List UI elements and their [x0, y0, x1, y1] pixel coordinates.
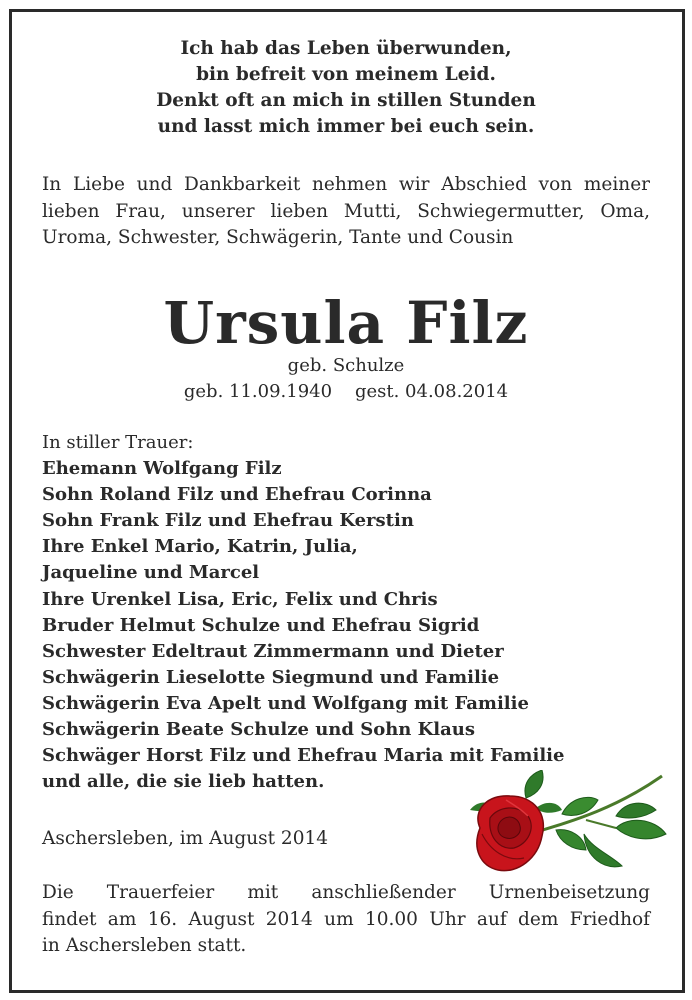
mourner-line: Ihre Enkel Mario, Katrin, Julia,: [42, 536, 358, 558]
intro-line: In Liebe und Dankbarkeit nehmen wir Abschied von meiner: [42, 174, 650, 195]
mourner-line: Bruder Helmut Schulze und Ehefrau Sigrid: [42, 614, 480, 636]
mourners-list: [42, 430, 642, 795]
place-date: Aschersleben, im August 2014: [42, 828, 329, 849]
mourner-line: Sohn Frank Filz und Ehefrau Kerstin: [42, 510, 414, 532]
funeral-line: Die Trauerfeier mit anschließender Urnenbeisetzung: [42, 882, 650, 903]
poem-line: Denkt oft an mich in stillen Stunden: [156, 90, 536, 111]
mourner-line: Schwägerin Lieselotte Siegmund und Familie: [42, 666, 500, 688]
mourner-line: Schwäger Horst Filz und Ehefrau Maria mit Familie: [42, 745, 565, 767]
life-dates: geb. 11.09.1940 gest. 04.08.2014: [183, 381, 509, 402]
mourner-line: Jaqueline und Marcel: [42, 562, 260, 584]
funeral-line: in Aschersleben statt.: [42, 935, 247, 956]
mourner-line: Sohn Roland Filz und Ehefrau Corinna: [42, 484, 432, 506]
mourners-heading: In stiller Trauer:: [42, 432, 194, 453]
mourner-line: Schwägerin Eva Apelt und Wolfgang mit Familie: [42, 692, 529, 714]
maiden-name: geb. Schulze: [287, 355, 405, 376]
red-rose-icon: [466, 770, 670, 882]
poem-line: und lasst mich immer bei euch sein.: [157, 116, 535, 137]
memorial-poem: [0, 36, 692, 140]
mourner-line: Ihre Urenkel Lisa, Eric, Felix und Chris: [42, 588, 438, 610]
poem-line: bin befreit von meinem Leid.: [196, 64, 496, 85]
intro-line: Uroma, Schwester, Schwägerin, Tante und Cousin: [42, 227, 514, 248]
deceased-name: Ursula Filz: [163, 289, 529, 357]
funeral-notice: [42, 880, 650, 960]
intro-line: lieben Frau, unserer lieben Mutti, Schwiegermutter, Oma,: [42, 200, 650, 222]
poem-line: Ich hab das Leben überwunden,: [180, 38, 512, 59]
mourner-line: Schwägerin Beate Schulze und Sohn Klaus: [42, 719, 476, 741]
mourner-line: Schwester Edeltraut Zimmermann und Dieter: [42, 640, 504, 662]
mourner-line: und alle, die sie lieb hatten.: [42, 771, 325, 793]
mourner-line: Ehemann Wolfgang Filz: [42, 458, 282, 480]
funeral-line: findet am 16. August 2014 um 10.00 Uhr auf dem Friedhof: [42, 908, 650, 930]
farewell-intro: [42, 172, 650, 252]
